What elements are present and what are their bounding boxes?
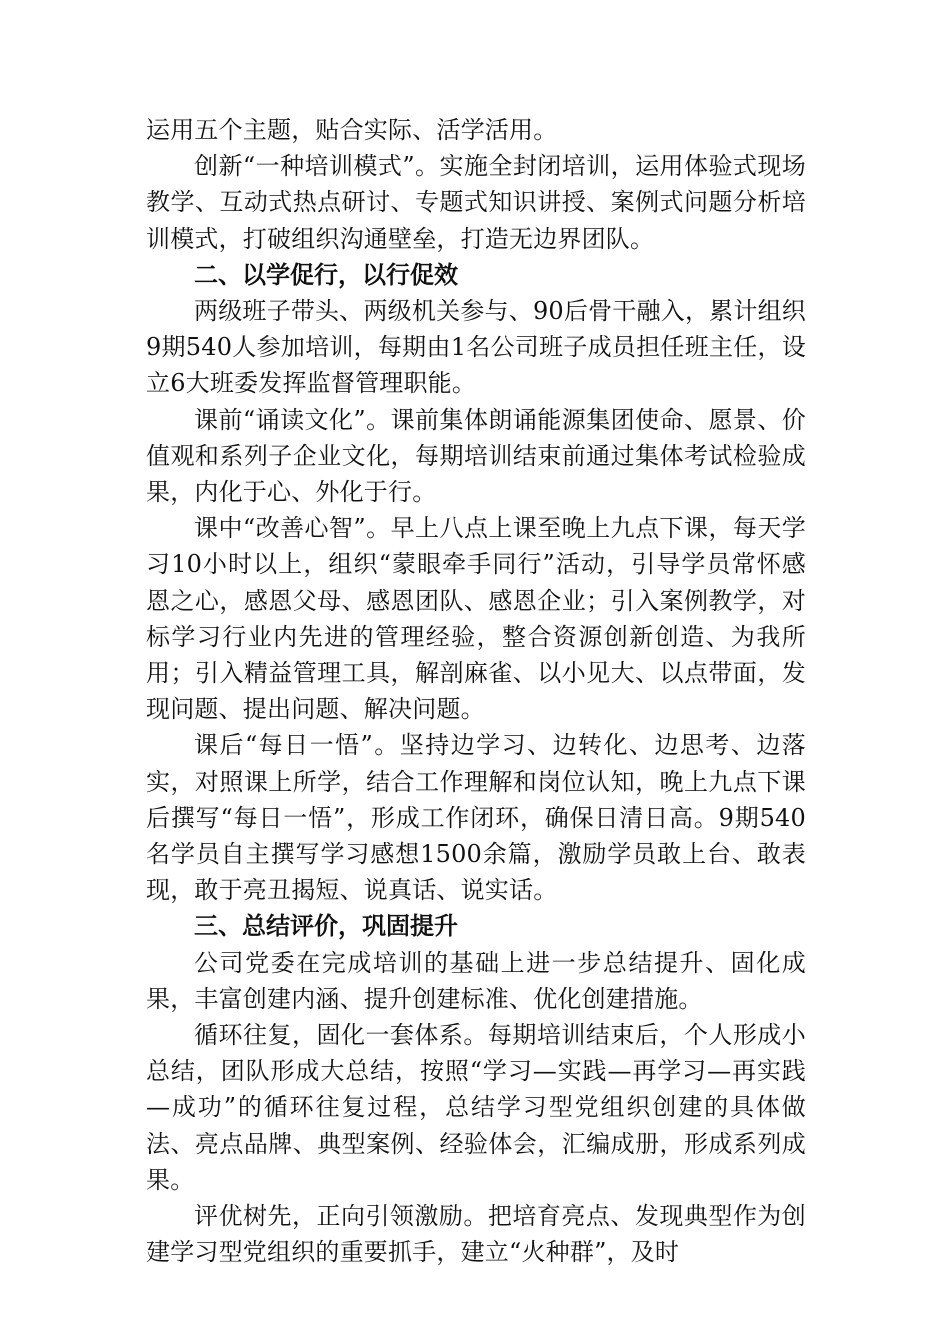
section-heading-3: 三、总结评价，巩固提升: [194, 912, 458, 941]
section-heading-2: 二、以学促行，以行促效: [194, 260, 458, 289]
document-page: [146, 112, 806, 1271]
paragraph-participation: 两级班子带头、两级机关参与、90后骨干融入，累计组织9期540人参加培训，每期由1名公司班子成员担任班主任，设立6大班委发挥监督管理职能。: [146, 297, 806, 398]
paragraph-awards: 评优树先，正向引领激励。把培育亮点、发现典型作为创建学习型党组织的重要抓手，建立“火种群”，及时: [146, 1202, 806, 1267]
paragraph-cycle-system: 循环往复，固化一套体系。每期培训结束后，个人形成小总结，团队形成大总结，按照“学习—实践—再学习—再实践—成功”的循环往复过程，总结学习型党组织创建的具体做法、亮点品牌、典型案例、经验体会，汇编成册，形成系列成果。: [146, 1021, 806, 1194]
paragraph-continuation: 运用五个主题，贴合实际、活学活用。: [146, 116, 558, 144]
paragraph-training-mode: 创新“一种培训模式”。实施全封闭培训，运用体验式现场教学、互动式热点研讨、专题式知识讲授、案例式问题分析培训模式，打破组织沟通壁垒，打造无边界团队。: [146, 152, 806, 253]
paragraph-before-class: 课前“诵读文化”。课前集体朗诵能源集团使命、愿景、价值观和系列子企业文化，每期培训结束前通过集体考试检验成果，内化于心、外化于行。: [146, 405, 806, 507]
paragraph-after-class: 课后“每日一悟”。坚持边学习、边转化、边思考、边落实，对照课上所学，结合工作理解和岗位认知，晚上九点下课后撰写“每日一悟”，形成工作闭环，确保日清日高。9期540名学员自主撰写学习感想1500余篇，激励学员敢上台、敢表现，敢于亮丑揭短、说真话、说实话。: [146, 731, 806, 905]
paragraph-during-class: 课中“改善心智”。早上八点上课至晚上九点下课，每天学习10小时以上，组织“蒙眼牵手同行”活动，引导学员常怀感恩之心，感恩父母、感恩团队、感恩企业；引入案例教学，对标学习行业内先进的管理经验，整合资源创新创造、为我所用；引入精益管理工具，解剖麻雀、以小见大、以点带面，发现问题、提出问题、解决问题。: [146, 514, 806, 724]
paragraph-summary: 公司党委在完成培训的基础上进一步总结提升、固化成果，丰富创建内涵、提升创建标准、优化创建措施。: [146, 948, 806, 1013]
